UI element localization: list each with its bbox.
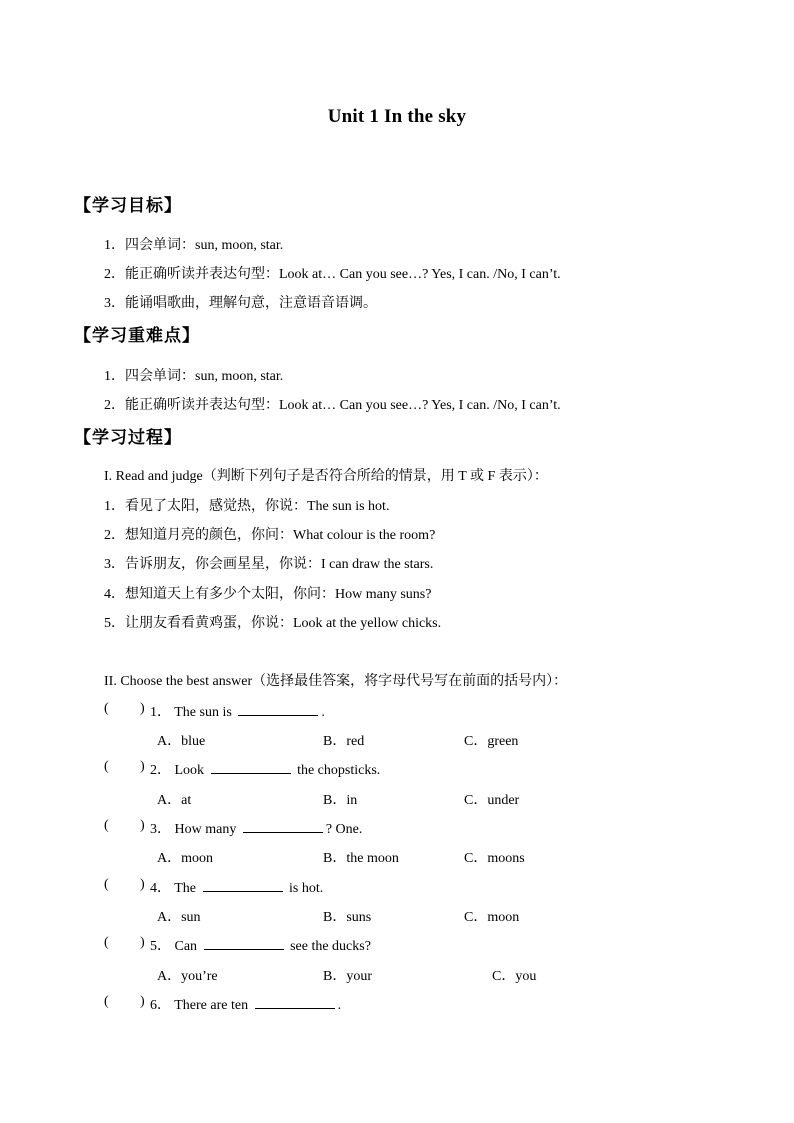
question-number: 6． xyxy=(150,998,171,1013)
answer-paren-close[interactable]: ) xyxy=(140,935,145,950)
answer-paren-open[interactable]: ( xyxy=(104,759,109,774)
question-text xyxy=(150,935,371,955)
answer-paren-open[interactable]: ( xyxy=(104,701,109,716)
question-text xyxy=(150,877,323,897)
answer-paren-close[interactable]: ) xyxy=(140,701,145,716)
question-before: There are ten xyxy=(174,998,249,1013)
question-after: the chopsticks. xyxy=(297,763,381,778)
judge-item-2: 2．想知道月亮的颜色，你问：What colour is the room? xyxy=(104,528,436,543)
option-b: B．your xyxy=(323,969,372,984)
question-after: . xyxy=(337,998,342,1013)
question-before: Can xyxy=(174,939,198,954)
answer-paren-close[interactable]: ) xyxy=(140,877,145,892)
key-points-heading: 【学习重难点】 xyxy=(74,326,200,346)
goal-item-1: 1．四会单词：sun, moon, star. xyxy=(104,238,284,253)
option-c: C．you xyxy=(492,969,537,984)
option-c: C．moons xyxy=(464,851,525,866)
key-point-item-2: 2．能正确听读并表达句型：Look at… Can you see…? Yes, I can. /No, I can’t. xyxy=(104,398,561,413)
option-c: C．moon xyxy=(464,910,520,925)
part2-instruction: II. Choose the best answer（选择最佳答案，将字母代号写在前面的括号内）： xyxy=(104,674,568,689)
judge-item-5: 5．让朋友看看黄鸡蛋，你说：Look at the yellow chicks. xyxy=(104,616,442,631)
answer-blank[interactable] xyxy=(255,996,335,1009)
option-b: B．in xyxy=(323,793,358,808)
option-a: A．moon xyxy=(157,851,213,866)
question-text xyxy=(150,818,362,838)
answer-blank[interactable] xyxy=(211,761,291,774)
answer-paren-open[interactable]: ( xyxy=(104,877,109,892)
answer-paren-open[interactable]: ( xyxy=(104,994,109,1009)
option-a: A．at xyxy=(157,793,192,808)
page-title: Unit 1 In the sky xyxy=(327,106,467,127)
option-a: A．you’re xyxy=(157,969,218,984)
goals-heading: 【学习目标】 xyxy=(74,196,182,216)
goal-item-3: 3．能诵唱歌曲，理解句意，注意语音语调。 xyxy=(104,296,377,311)
option-b: B．red xyxy=(323,734,365,749)
option-c: C．under xyxy=(464,793,520,808)
judge-item-3: 3．告诉朋友，你会画星星，你说：I can draw the stars. xyxy=(104,557,434,572)
answer-paren-close[interactable]: ) xyxy=(140,994,145,1009)
option-b: B．the moon xyxy=(323,851,399,866)
question-after: ? One. xyxy=(325,822,363,837)
question-text xyxy=(150,994,341,1014)
question-number: 5． xyxy=(150,939,171,954)
part1-instruction: I. Read and judge（判断下列句子是否符合所给的情景，用 T 或 F 表示）： xyxy=(104,469,548,484)
question-text xyxy=(150,759,380,779)
question-before: How many xyxy=(174,822,237,837)
option-c: C．green xyxy=(464,734,519,749)
answer-paren-open[interactable]: ( xyxy=(104,935,109,950)
key-point-item-1: 1．四会单词：sun, moon, star. xyxy=(104,369,284,384)
question-after: . xyxy=(321,705,325,720)
question-before: Look xyxy=(174,763,205,778)
process-heading: 【学习过程】 xyxy=(74,428,182,448)
question-before: The xyxy=(174,881,197,896)
answer-blank[interactable] xyxy=(238,703,318,716)
question-number: 2． xyxy=(150,763,171,778)
question-after: is hot. xyxy=(289,881,324,896)
option-a: A．blue xyxy=(157,734,206,749)
answer-paren-open[interactable]: ( xyxy=(104,818,109,833)
question-before: The sun is xyxy=(174,705,232,720)
question-number: 1． xyxy=(150,705,171,720)
answer-blank[interactable] xyxy=(204,937,284,950)
answer-blank[interactable] xyxy=(203,879,283,892)
judge-item-1: 1．看见了太阳，感觉热，你说：The sun is hot. xyxy=(104,499,390,514)
question-number: 4． xyxy=(150,881,171,896)
question-after: see the ducks? xyxy=(290,939,371,954)
answer-paren-close[interactable]: ) xyxy=(140,759,145,774)
option-b: B．suns xyxy=(323,910,372,925)
answer-paren-close[interactable]: ) xyxy=(140,818,145,833)
question-number: 3． xyxy=(150,822,171,837)
option-a: A．sun xyxy=(157,910,201,925)
goal-item-2: 2．能正确听读并表达句型：Look at… Can you see…? Yes, I can. /No, I can’t. xyxy=(104,267,561,282)
answer-blank[interactable] xyxy=(243,820,323,833)
judge-item-4: 4．想知道天上有多少个太阳，你问：How many suns? xyxy=(104,587,432,602)
question-text xyxy=(150,701,325,721)
